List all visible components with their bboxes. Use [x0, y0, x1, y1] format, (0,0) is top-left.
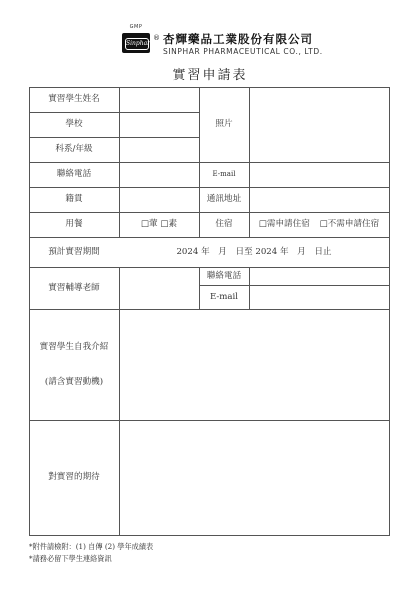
label-advisor-email: E-mail — [209, 291, 239, 302]
label-student-name: 實習學生姓名 — [48, 94, 100, 105]
gmp-mark: GMP — [129, 24, 143, 30]
self-intro-line2: (請含實習動機) — [44, 376, 104, 387]
label-lodging: 住宿 — [215, 219, 233, 230]
label-phone: 聯絡電話 — [56, 169, 92, 180]
company-name-en: SINPHAR PHARMACEUTICAL CO., LTD. — [163, 47, 323, 56]
logo-wordmark: Sinphar — [125, 38, 149, 50]
lodging-no-need-option[interactable]: □不需申請住宿 — [319, 219, 380, 230]
label-period: 預計實習期間 — [48, 246, 100, 257]
application-form-table — [29, 87, 390, 536]
label-email: E-mail — [212, 170, 236, 179]
label-dept-grade: 科系/年級 — [55, 144, 93, 155]
label-advisor-phone: 聯絡電話 — [206, 270, 242, 281]
label-advisor: 實習輔導老師 — [48, 282, 100, 293]
label-address: 通訊地址 — [206, 194, 242, 205]
self-intro-line1: 實習學生自我介紹 — [39, 341, 109, 352]
period-value: 2024 年 月 日至 2024 年 月 日止 — [176, 246, 332, 257]
form-title: 實習申請表 — [172, 68, 248, 83]
label-self-intro — [29, 309, 119, 420]
label-hometown: 籍貫 — [65, 194, 83, 205]
footnote-contact: *請務必留下學生連絡資訊 — [29, 554, 112, 563]
meal-checkboxes[interactable]: □葷 □素 — [140, 219, 178, 230]
footnote-attachments: *附件請檢附：(1) 自傳 (2) 學年成績表 — [29, 542, 154, 551]
lodging-checkboxes[interactable] — [249, 212, 389, 237]
company-logo — [122, 24, 151, 53]
registered-mark: ® — [153, 34, 160, 42]
label-meal: 用餐 — [65, 219, 83, 230]
label-photo: 照片 — [215, 119, 233, 130]
label-expectation: 對實習的期待 — [48, 472, 100, 483]
label-school: 學校 — [65, 119, 83, 130]
company-name-cn: 杏輝藥品工業股份有限公司 — [163, 32, 313, 46]
footnotes — [29, 541, 153, 565]
lodging-need-option[interactable]: □需申請住宿 — [258, 219, 310, 230]
